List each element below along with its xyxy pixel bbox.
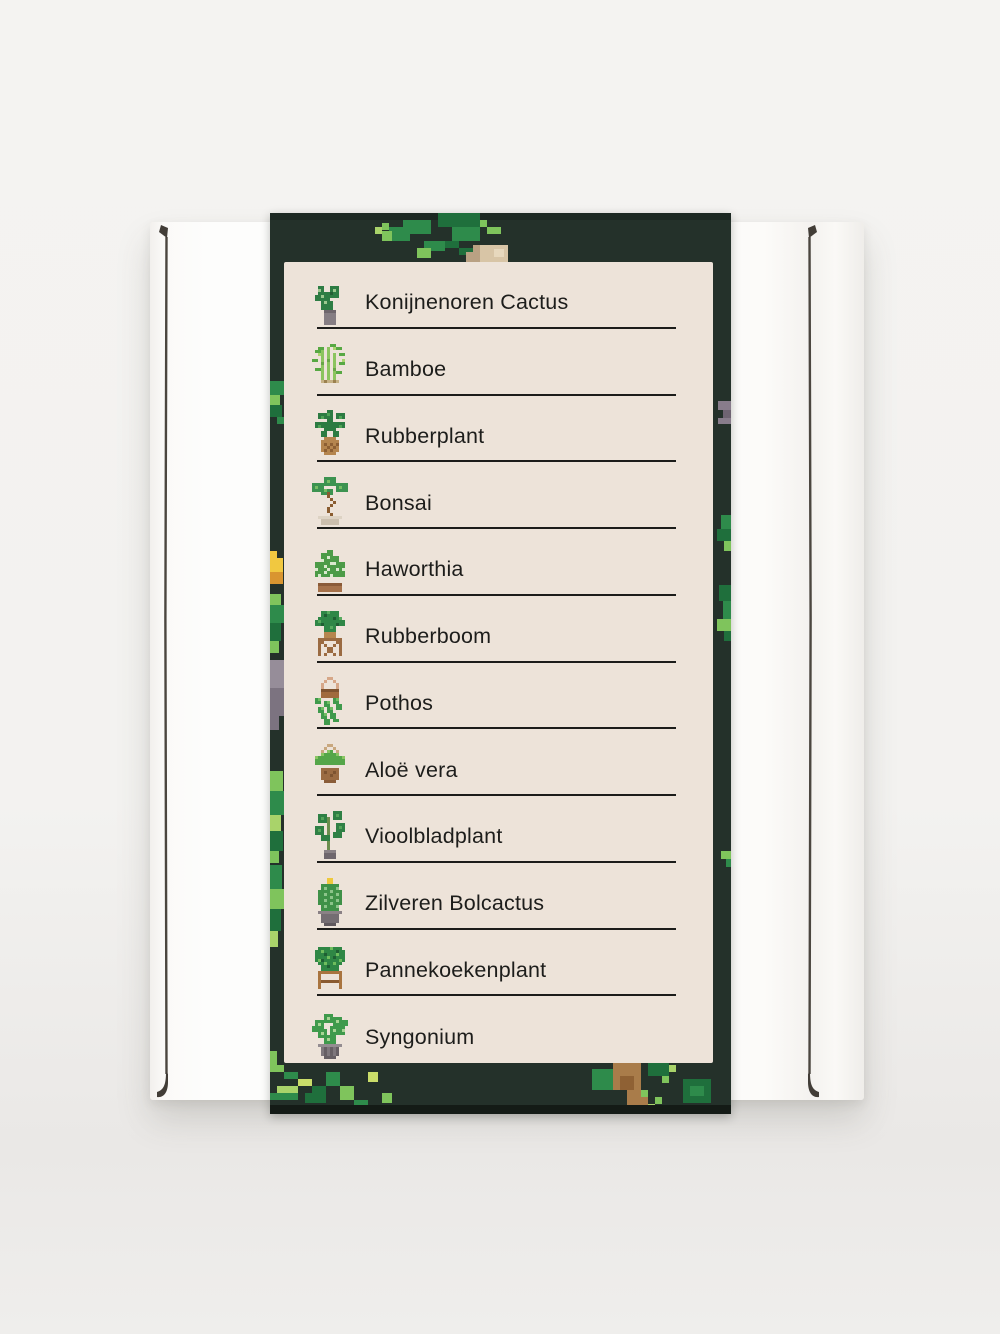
plant-list-row [284, 329, 713, 396]
plant-list-row [284, 262, 713, 329]
zilveren-bolcactus-icon [307, 872, 353, 926]
plant-list-row [284, 596, 713, 663]
pixel-strip-right [717, 401, 731, 867]
pannekoekenplant-icon [307, 938, 353, 992]
plant-name: Pothos [365, 690, 434, 715]
pixel-plant-top [375, 213, 508, 265]
plant-name: Vioolbladplant [365, 824, 503, 849]
rubberplant-icon [307, 404, 353, 458]
plant-name: Bamboe [365, 357, 447, 381]
bamboe-icon [307, 338, 353, 392]
konijnenoren-cactus-icon [307, 271, 353, 325]
aloe-vera-icon [307, 738, 353, 792]
plant-name: Haworthia [365, 557, 464, 582]
plant-list-row [284, 930, 713, 997]
plant-name: Konijnenoren Cactus [365, 290, 569, 315]
plant-list-row [284, 663, 713, 730]
pixel-fern-bottom-left [270, 1065, 392, 1110]
haworthia-icon [307, 538, 353, 592]
syngonium-icon [307, 1005, 353, 1059]
pixel-tree-bottom-right [592, 1062, 711, 1111]
plant-name: Rubberboom [365, 624, 492, 648]
vioolbladplant-icon [307, 805, 353, 859]
plant-list-row [284, 529, 713, 596]
plant-name: Pannekoekenplant [365, 957, 547, 982]
plant-name: Syngonium [365, 1024, 475, 1049]
pixel-strip-left [270, 381, 285, 1065]
plant-name: Rubberplant [365, 423, 485, 448]
plant-name: Zilveren Bolcactus [365, 891, 545, 915]
plant-name: Bonsai [365, 490, 432, 515]
plant-list-row [284, 729, 713, 796]
plant-name: Aloë vera [365, 757, 458, 782]
plant-list [284, 262, 713, 1063]
plant-list-row [284, 996, 713, 1063]
bonsai-icon [307, 471, 353, 525]
plant-list-row [284, 396, 713, 463]
plant-list-row [284, 796, 713, 863]
green-sleeve [270, 213, 731, 1114]
plant-list-panel [284, 262, 713, 1063]
box-lid-crease-right [797, 222, 821, 1100]
box-lid-crease-left [155, 222, 179, 1100]
pothos-icon [307, 671, 353, 725]
plant-list-row [284, 863, 713, 930]
plant-list-row [284, 462, 713, 529]
rubberboom-icon [307, 605, 353, 659]
